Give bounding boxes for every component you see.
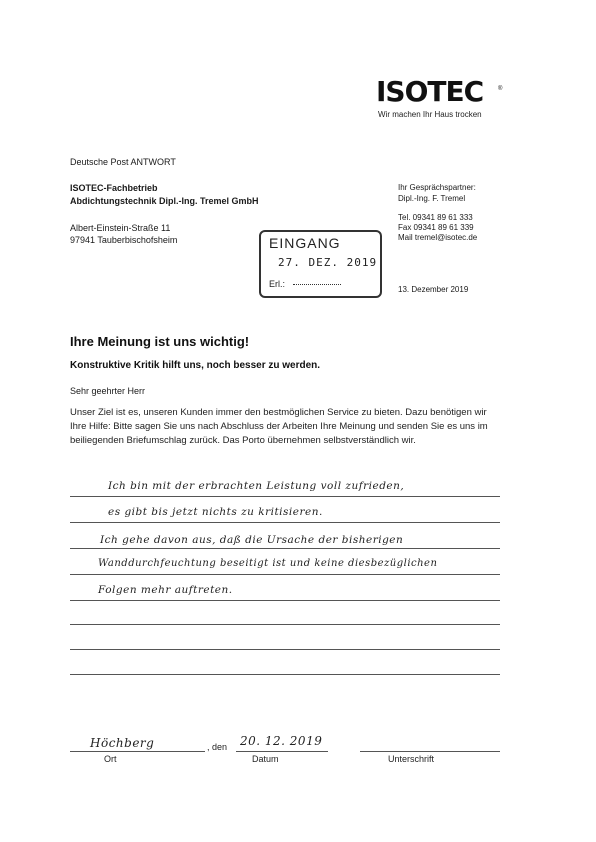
handwritten-line-2: es gibt bis jetzt nichts zu kritisieren. [108,506,323,518]
feedback-line-2 [70,522,500,523]
stamp-erl-line [293,284,341,285]
company-line2: Abdichtungstechnik Dipl.-Ing. Tremel GmbH [70,196,259,206]
feedback-line-4 [70,574,500,575]
company-line1: ISOTEC-Fachbetrieb [70,183,158,193]
den-label: , den [207,742,228,752]
date-line [236,751,328,752]
handwritten-line-4: Wanddurchfeuchtung beseitigt ist und keine diesbezüglichen [98,558,438,569]
unterschrift-label: Unterschrift [388,754,435,764]
letter-body: Unser Ziel ist es, unseren Kunden immer den bestmöglichen Service zu bieten. Dazu benötigen wir Ihre Hilfe: Bitte sagen Sie uns nach Abschluss der Arbeiten Ihre Meinung und senden Sie es uns im beiliegenden Briefumschlag zurück. Das Porto übernehmen selbstverständlich wir. [70,407,488,446]
ort-label: Ort [104,754,117,764]
signature-line [360,751,500,752]
isotec-logo: ISOTEC [376,75,484,108]
contact-tel: Tel. 09341 89 61 333 [398,213,473,222]
salutation: Sehr geehrter Herr [70,386,146,396]
feedback-line-8 [70,674,500,675]
datum-label: Datum [252,754,279,764]
feedback-line-5 [70,600,500,601]
stamp-date: 27. DEZ. 2019 [278,256,378,269]
place-line [70,751,205,752]
place-value: Höchberg [90,736,155,750]
handwritten-line-5: Folgen mehr auftreten. [98,584,233,596]
city: 97941 Tauberbischofsheim [70,235,178,245]
received-stamp [259,230,382,298]
date-value: 20. 12. 2019 [240,734,323,748]
contact-name: Dipl.-Ing. F. Tremel [398,194,466,203]
street: Albert-Einstein-Straße 11 [70,223,171,233]
feedback-line-6 [70,624,500,625]
feedback-line-1 [70,496,500,497]
logo-slogan: Wir machen Ihr Haus trocken [378,110,482,119]
letter-date: 13. Dezember 2019 [398,285,469,294]
handwritten-line-1: Ich bin mit der erbrachten Leistung voll zufrieden, [108,480,405,492]
stamp-erl-label: Erl.: [269,279,286,289]
contact-mail: Mail tremel@isotec.de [398,233,478,242]
handwritten-line-3: Ich gehe davon aus, daß die Ursache der bisherigen [100,534,404,546]
contact-label: Ihr Gesprächspartner: [398,183,476,192]
registered-mark: ® [498,86,503,92]
feedback-line-7 [70,649,500,650]
feedback-line-3 [70,548,500,549]
postal-note: Deutsche Post ANTWORT [70,157,176,167]
contact-fax: Fax 09341 89 61 339 [398,223,474,232]
stamp-label: EINGANG [269,235,341,251]
letter-subheading: Konstruktive Kritik hilft uns, noch besser zu werden. [70,360,321,371]
letter-heading: Ihre Meinung ist uns wichtig! [70,334,250,349]
